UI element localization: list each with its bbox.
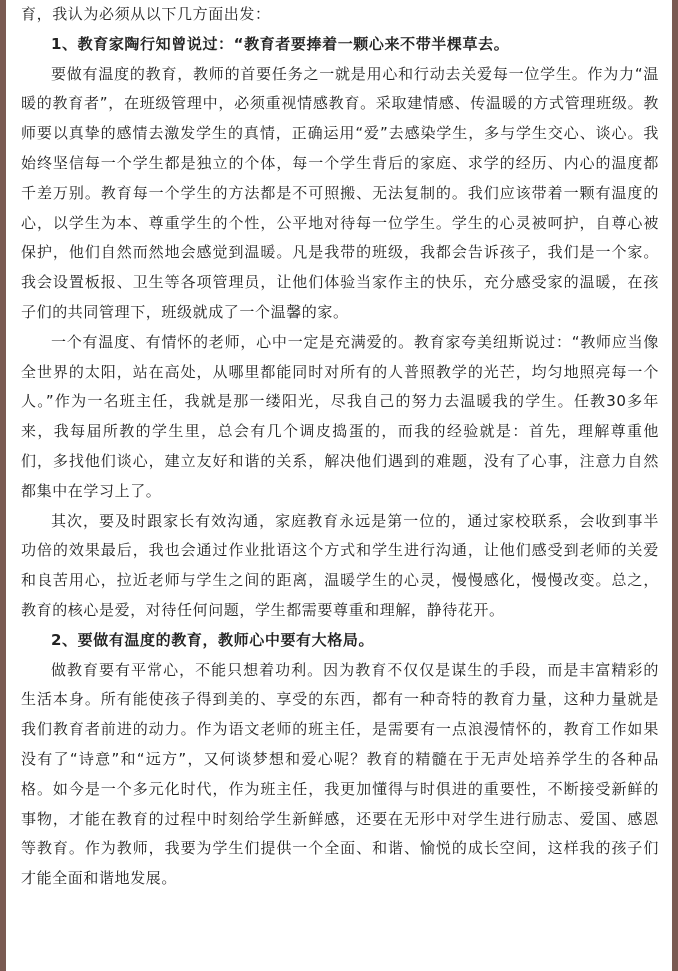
- intro-text: 育，我认为必须从以下几方面出发：: [21, 5, 271, 23]
- section-heading-2: 2、要做有温度的教育，教师心中要有大格局。: [51, 630, 375, 649]
- paragraph-4: 做教育要有平常心，不能只想着功利。因为教育不仅仅是谋生的手段，而是丰富精彩的生活本身。所有能使孩子得到美的、享受的东西，都有一种奇特的教育力量，这种力量就是我们教育者前进的动力。作为语文老师的班主任，是需要有一点浪漫情怀的，教育工作如果没有了“诗意”和“远方”，又何谈梦想和爱心呢？教育的精髓在于无声处培养学生的各种品格。如今是一个多元化时代，作为班主任，我更加懂得与时俱进的重要性，不断接受新鲜的事物，才能在教育的过程中时刻给学生新鲜感，还要在无形中对学生进行励志、爱国、感恩等教育。作为教师，我要为学生们提供一个全面、和谐、愉悦的成长空间，这样我的孩子们才能全面和谐地发展。: [21, 660, 659, 888]
- article-body: [21, 0, 659, 971]
- page-border-right: [672, 0, 678, 971]
- paragraph-2: 一个有温度、有情怀的老师，心中一定是充满爱的。教育家夸美纽斯说过：“教师应当像全世界的太阳，站在高处，从哪里都能同时对所有的人普照教学的光芒，均匀地照亮每一个人。”作为一名班主任，我就是那一缕阳光，尽我自己的努力去温暖我的学生。任教30多年来，我每届所教的学生里，总会有几个调皮捣蛋的，而我的经验就是：首先，理解尊重他们，多找他们谈心，建立友好和谐的关系，解决他们遇到的难题，没有了心事，注意力自然都集中在学习上了。: [21, 332, 659, 500]
- page-border-left: [0, 0, 6, 971]
- paragraph-1: 要做有温度的教育，教师的首要任务之一就是用心和行动去关爱每一位学生。作为力“温暖的教育者”，在班级管理中，必须重视情感教育。采取建情感、传温暖的方式管理班级。教师要以真挚的感情去激发学生的真情，正确运用“爱”去感染学生，多与学生交心、谈心。我始终坚信每一个学生都是独立的个体，每一个学生背后的家庭、求学的经历、内心的温度都千差万别。教育每一个学生的方法都是不可照搬、无法复制的。我们应该带着一颗有温度的心，以学生为本、尊重学生的个性，公平地对待每一位学生。学生的心灵被呵护，自尊心被保护，他们自然而然地会感觉到温暖。凡是我带的班级，我都会告诉孩子，我们是一个家。我会设置板报、卫生等各项管理员，让他们体验当家作主的快乐，充分感受家的温暖，在孩子们的共同管理下，班级就成了一个温馨的家。: [21, 64, 659, 321]
- paragraph-3: 其次，要及时跟家长有效沟通，家庭教育永远是第一位的，通过家校联系，会收到事半功倍的效果最后，我也会通过作业批语这个方式和学生进行沟通，让他们感受到老师的关爱和良苦用心，拉近老师与学生之间的距离，温暖学生的心灵，慢慢感化，慢慢改变。总之，教育的核心是爱，对待任何问题，学生都需要尊重和理解，静待花开。: [21, 511, 659, 619]
- section-heading-1: 1、教育家陶行知曾说过：“教育者要捧着一颗心来不带半棵草去。: [51, 34, 510, 53]
